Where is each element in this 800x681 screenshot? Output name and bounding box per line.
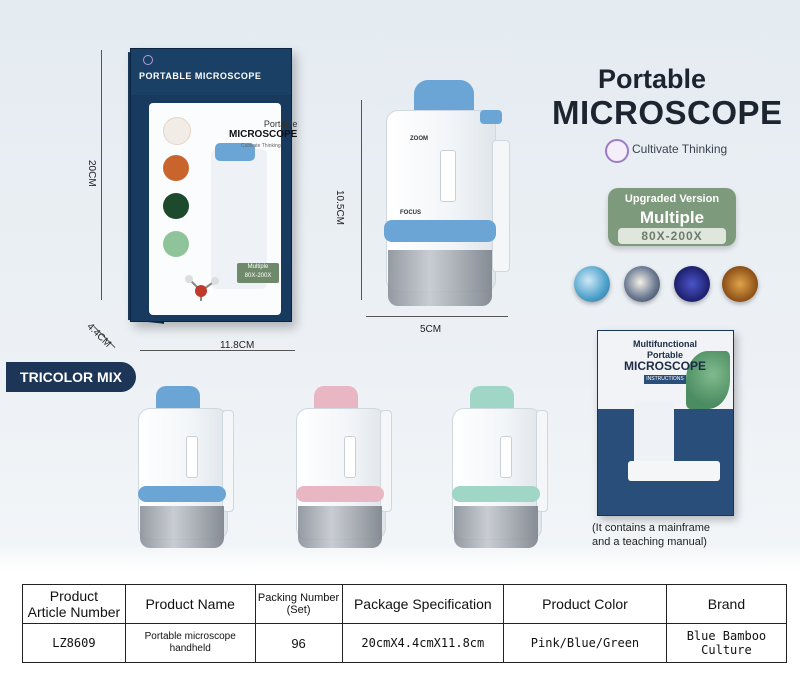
cell-brand-line1: Blue Bamboo	[686, 629, 767, 643]
box-width-label: 11.8CM	[220, 340, 255, 351]
manual-title-line3: MICROSCOPE	[623, 359, 706, 373]
manual-title-line1: Multifunctional	[633, 339, 697, 349]
cell-package-spec: 20cmX4.4cmX11.8cm	[342, 624, 503, 663]
blue-scope-slot	[186, 436, 198, 478]
cell-product-color: Pink/Blue/Green	[504, 624, 667, 663]
large-scope-base	[388, 250, 492, 306]
scope-width-label: 5CM	[420, 324, 442, 335]
cell-packing: 96	[255, 624, 342, 663]
upgrade-badge	[608, 188, 736, 246]
table-header-row	[23, 585, 787, 624]
teaching-manual	[597, 330, 734, 516]
box-depth-label: 4.4CM	[84, 321, 114, 350]
pink-scope-base	[298, 506, 382, 548]
header-package-spec: Package Specification	[342, 585, 503, 624]
scope-height-label: 10.5CM	[334, 190, 345, 226]
manual-caption	[592, 521, 752, 549]
badge-mid-text: Multiple	[639, 208, 705, 227]
large-scope-slot	[440, 150, 456, 202]
box-title: PORTABLE MICROSCOPE	[139, 71, 262, 81]
green-scope-slot	[500, 436, 512, 478]
microscope-icon	[163, 193, 189, 219]
cell-article: LZ8609	[23, 624, 126, 663]
manual-tag: INSTRUCTIONS	[644, 375, 686, 384]
box-label	[237, 263, 279, 283]
molecule-icon	[163, 155, 189, 181]
cell-product-name-line1: Portable microscope	[144, 631, 236, 642]
large-microscope	[380, 80, 520, 310]
tricolor-mix-tag: TRICOLOR MIX	[6, 362, 136, 392]
manual-cover-top	[598, 331, 733, 409]
specimen-water-image	[574, 266, 610, 302]
header-article	[23, 585, 126, 624]
header-product-name: Product Name	[125, 585, 255, 624]
molecule-model-icon	[179, 271, 223, 305]
cell-product-name-line2: handheld	[169, 643, 211, 654]
blue-microscope	[138, 386, 238, 551]
header-article-line2: Article Number	[27, 604, 121, 620]
box-brand: Cultivate Thinking	[241, 143, 281, 149]
manual-stand-picture	[628, 461, 720, 481]
header-product-color: Product Color	[504, 585, 667, 624]
box-logo-icon	[143, 55, 153, 65]
brand-text: Cultivate Thinking	[632, 142, 728, 156]
header-packing-line2: (Set)	[286, 604, 311, 616]
box-label-bottom: 80X-200X	[244, 273, 272, 279]
manual-title-line2: Portable	[646, 350, 683, 360]
cell-icon	[163, 117, 191, 145]
product-box	[130, 48, 298, 322]
green-scope-focus-ring	[452, 486, 540, 502]
flower-logo-icon	[605, 139, 629, 163]
spec-table	[22, 584, 787, 663]
large-scope-zoom-text: ZOOM	[410, 136, 428, 142]
large-scope-focus-text: FOCUS	[400, 210, 421, 216]
box-subtitle-small: Portable	[263, 119, 298, 129]
cell-brand-line2: Culture	[701, 643, 752, 657]
table-row	[23, 624, 787, 663]
box-header	[131, 49, 291, 95]
box-height-line	[101, 50, 102, 300]
badge-top-text: Upgraded Version	[624, 193, 720, 205]
green-scope-base	[454, 506, 538, 548]
header-article-line1: Product	[49, 588, 99, 604]
pink-microscope	[296, 386, 396, 551]
header-packing	[255, 585, 342, 624]
badge-bottom-text: 80X-200X	[618, 228, 726, 244]
manual-caption-line1: (It contains a mainframe	[592, 522, 710, 534]
large-scope-side-tab	[492, 140, 510, 272]
cell-product-name	[125, 624, 255, 663]
manual-title	[606, 339, 724, 373]
box-window	[149, 103, 298, 315]
header-packing-line1: Packing Number	[257, 592, 340, 604]
pink-scope-focus-ring	[296, 486, 384, 502]
page-title-line1: Portable	[598, 64, 707, 94]
box-subtitle	[229, 119, 297, 140]
bacteria-icon	[163, 231, 189, 257]
box-height-label: 20CM	[86, 160, 97, 187]
blue-scope-base	[140, 506, 224, 548]
cell-brand	[666, 624, 786, 663]
specimen-honeycomb-image	[722, 266, 758, 302]
scope-width-line	[366, 316, 508, 317]
box-subtitle-big: MICROSCOPE	[229, 129, 298, 140]
specimen-blue-cells-image	[674, 266, 710, 302]
specimen-cell-image	[624, 266, 660, 302]
page-title-line2: MICROSCOPE	[552, 94, 783, 131]
scope-height-line	[361, 100, 362, 300]
header-brand: Brand	[666, 585, 786, 624]
blue-scope-focus-ring	[138, 486, 226, 502]
large-scope-top-tab	[480, 110, 502, 124]
box-label-top: Multiple	[247, 264, 269, 270]
pink-scope-slot	[344, 436, 356, 478]
manual-caption-line2: and a teaching manual)	[592, 536, 707, 548]
green-microscope	[452, 386, 552, 551]
box-width-line	[140, 350, 295, 351]
large-scope-focus-ring	[384, 220, 496, 242]
